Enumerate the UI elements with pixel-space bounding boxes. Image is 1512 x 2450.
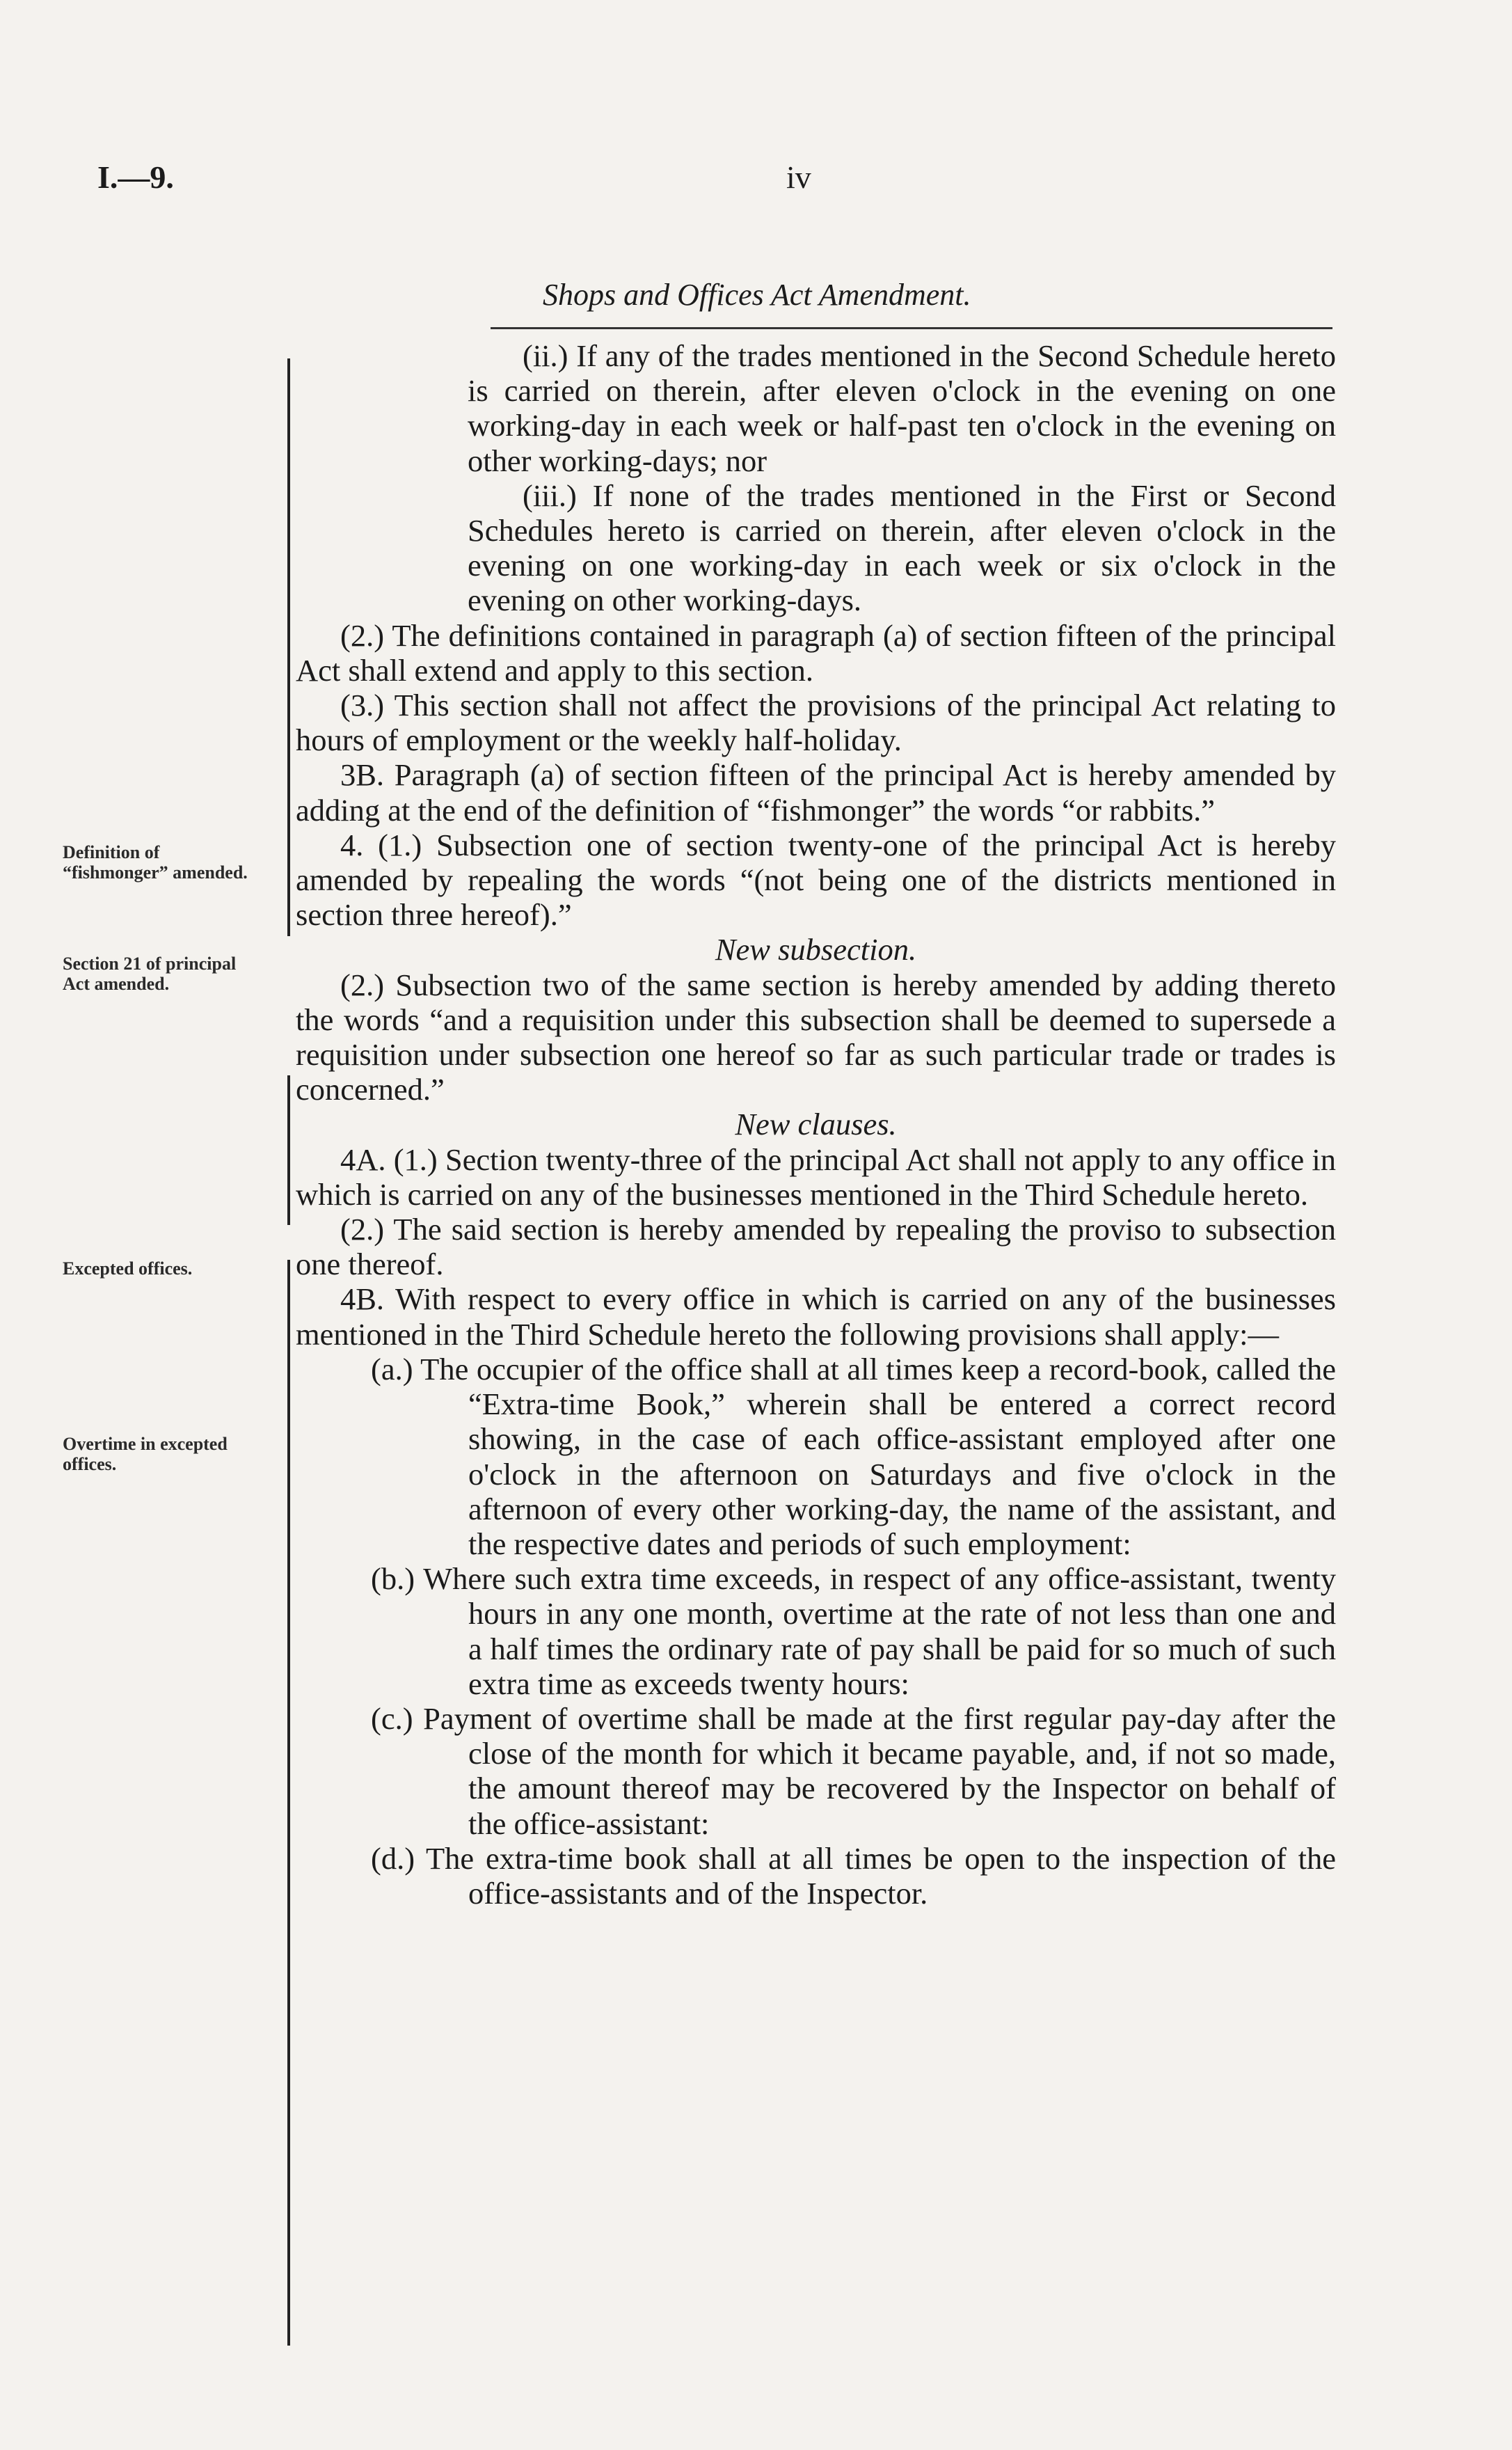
item-b: (b.) Where such extra time exceeds, in respect of any office-assistant, twenty hours in any one month, overtime at the rate of not less than one and a half times the ordinary rate of pay shall be paid for so much of such extra time as exceeds twenty hours: xyxy=(371,1561,1336,1701)
margin-note-excepted-offices: Excepted offices. xyxy=(63,1258,193,1279)
item-c: (c.) Payment of overtime shall be made at the first regular pay-day after the close of the month for which it became payable, and, if not so made, the amount thereof may be recovered by the Inspector on behalf of the office-assistant: xyxy=(371,1700,1336,1841)
amendment-bar xyxy=(287,1260,290,2346)
paragraph: (2.) Subsection two of the same section is hereby amended by adding thereto the words “and a requisition under this subsection shall be deemed to supersede a requisition under subsection one hereof so far as such particular trade or trades is concerned.” xyxy=(296,967,1336,1107)
heading-new-subsection: New subsection. xyxy=(715,932,917,967)
paragraph: (2.) The said section is hereby amended by repealing the proviso to subsection one thereof. xyxy=(296,1212,1336,1282)
heading-new-clauses: New clauses. xyxy=(735,1107,897,1142)
amendment-bar xyxy=(287,1075,290,1225)
item-a: (a.) The occupier of the office shall at all times keep a record-book, called the “Extra-time Book,” wherein shall be entered a correct record showing, in the case of each office-assistant employed after one o'clock in the afternoon on Saturdays and five o'clock in the afternoon of every other working-day, the name of the assistant, and the respective dates and periods of such employment: xyxy=(371,1351,1336,1561)
margin-note-overtime: Overtime in excepted offices. xyxy=(63,1434,228,1474)
amendment-bar xyxy=(287,358,290,936)
page-ref: I.—9. xyxy=(97,159,174,195)
paragraph: (2.) The definitions contained in paragraph (a) of section fifteen of the principal Act shall extend and apply to this section. xyxy=(296,617,1336,688)
clause-4: 4. (1.) Subsection one of section twenty-one of the principal Act is hereby amended by repealing the words “(not being one of the districts mentioned in section three hereof).” xyxy=(296,827,1336,933)
item-d: (d.) The extra-time book shall at all times be open to the inspection of the office-assistants and of the Inspector. xyxy=(371,1840,1336,1911)
paragraph: (3.) This section shall not affect the provisions of the principal Act relating to hours of employment or the weekly half-holiday. xyxy=(296,688,1336,758)
header-rule xyxy=(491,327,1332,329)
page-number: iv xyxy=(786,159,811,195)
subparagraph-iii: (iii.) If none of the trades mentioned in the First or Second Schedules hereto is carried on therein, after eleven o'clock in the evening on one working-day in each week or six o'clock in the evening on other working-days. xyxy=(468,477,1336,618)
clause-4a: 4A. (1.) Section twenty-three of the principal Act shall not apply to any office in which is carried on any of the businesses mentioned in the Third Schedule hereto. xyxy=(296,1141,1336,1212)
margin-note-section-21: Section 21 of principal Act amended. xyxy=(63,954,237,994)
clause-3b: 3B. Paragraph (a) of section fifteen of the principal Act is hereby amended by adding at the end of the definition of “fishmonger” the words “or rabbits.” xyxy=(296,757,1336,828)
margin-note-fishmonger: Definition of “fishmonger” amended. xyxy=(63,842,248,883)
document-body xyxy=(296,338,1336,1911)
subparagraph-ii: (ii.) If any of the trades mentioned in the Second Schedule hereto is carried on therein, after eleven o'clock in the evening on one working-day in each week or half-past ten o'clock in the evening on other working-days; nor xyxy=(468,338,1336,478)
clause-4b: 4B. With respect to every office in which is carried on any of the businesses mentioned in the Third Schedule hereto the following provisions shall apply:— xyxy=(296,1281,1336,1352)
running-title: Shops and Offices Act Amendment. xyxy=(543,278,971,312)
